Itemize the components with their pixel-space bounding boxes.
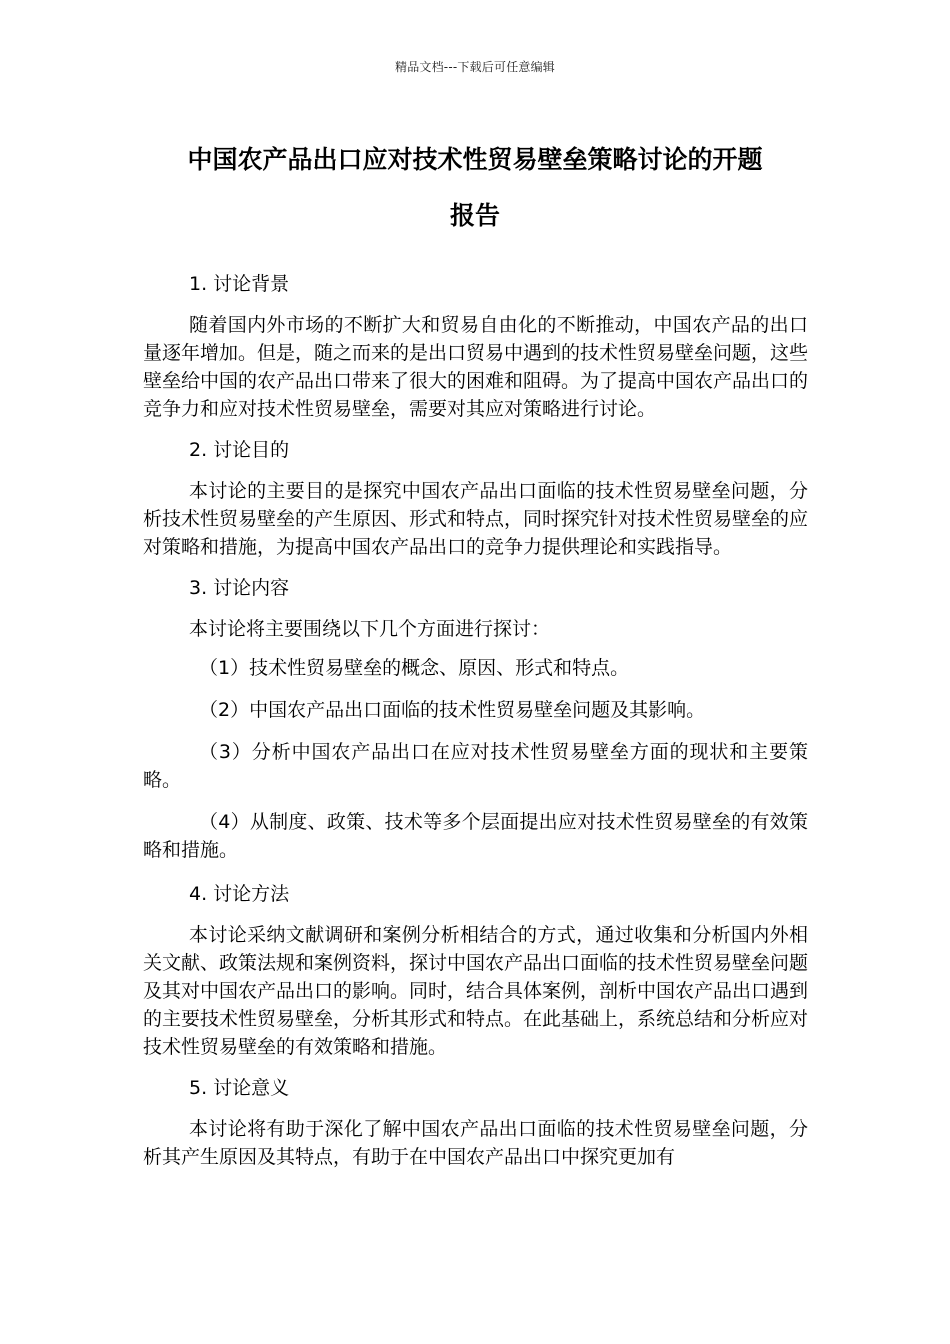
- document-title: [140, 132, 810, 244]
- section-heading-method: 4. 讨论方法: [189, 883, 290, 905]
- section-heading-significance: 5. 讨论意义: [189, 1077, 290, 1099]
- section-intro-content: 本讨论将主要围绕以下几个方面进行探讨：: [189, 618, 551, 640]
- section-paragraph-method: 本讨论采纳文献调研和案例分析相结合的方式，通过收集和分析国内外相关文献、政策法规和案例资料，探讨中国农产品出口面临的技术性贸易壁垒问题及其对中国农产品出口的影响。同时，结合具体案例，剖析中国农产品出口遇到的主要技术性贸易壁垒，分析其形式和特点。在此基础上，系统总结和分析应对技术性贸易壁垒的有效策略和措施。: [143, 924, 809, 1058]
- title-line-2: 报告: [449, 201, 500, 230]
- content-list-item: （3）分析中国农产品出口在应对技术性贸易壁垒方面的现状和主要策略。: [143, 741, 808, 791]
- section-paragraph-significance: 本讨论将有助于深化了解中国农产品出口面临的技术性贸易壁垒问题，分析其产生原因及其特点，有助于在中国农产品出口中探究更加有: [143, 1118, 808, 1168]
- section-paragraph-purpose: 本讨论的主要目的是探究中国农产品出口面临的技术性贸易壁垒问题，分析技术性贸易壁垒的产生原因、形式和特点，同时探究针对技术性贸易壁垒的应对策略和措施，为提高中国农产品出口的竞争力提供理论和实践指导。: [143, 480, 809, 558]
- title-line-1: 中国农产品出口应对技术性贸易壁垒策略讨论的开题: [187, 145, 763, 174]
- section-heading-background: 1. 讨论背景: [189, 273, 290, 295]
- document-body: [143, 268, 808, 1182]
- content-list-item: （1）技术性贸易壁垒的概念、原因、形式和特点。: [199, 657, 630, 679]
- content-list-item: （2）中国农产品出口面临的技术性贸易壁垒问题及其影响。: [199, 699, 706, 721]
- section-heading-content: 3. 讨论内容: [189, 577, 290, 599]
- section-heading-purpose: 2. 讨论目的: [189, 439, 290, 461]
- header-note: 精品文档---下载后可任意编辑: [395, 60, 555, 74]
- content-list-item: （4）从制度、政策、技术等多个层面提出应对技术性贸易壁垒的有效策略和措施。: [143, 811, 808, 861]
- section-paragraph-background: 随着国内外市场的不断扩大和贸易自由化的不断推动，中国农产品的出口量逐年增加。但是，随之而来的是出口贸易中遇到的技术性贸易壁垒问题，这些壁垒给中国的农产品出口带来了很大的困难和阻碍。为了提高中国农产品出口的竞争力和应对技术性贸易壁垒，需要对其应对策略进行讨论。: [143, 314, 809, 420]
